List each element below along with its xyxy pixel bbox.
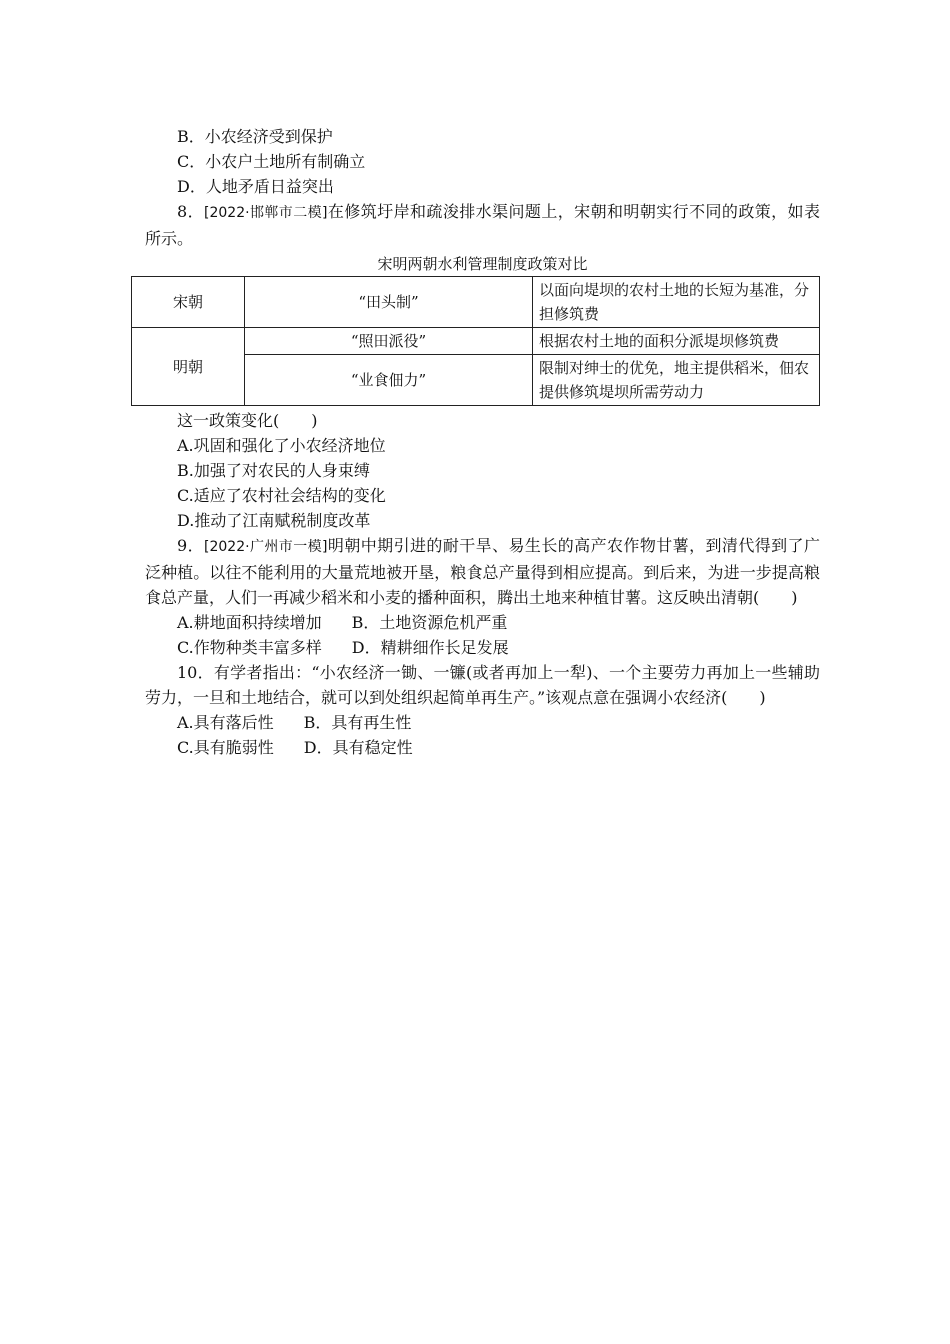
q10-options-row-1: [145, 710, 820, 735]
policy-zhaotianpaiyi: “照田派役”: [245, 328, 533, 355]
q8-option-b: B.加强了对农民的人身束缚: [177, 461, 370, 480]
q8-source: [2022·邯郸市二模]: [204, 205, 328, 221]
q10-option-c: C.具有脆弱性: [177, 738, 274, 757]
q8-stem-text: 在修筑圩岸和疏浚排水渠问题上，宋朝和明朝实行不同的政策，如表所示。: [145, 202, 820, 248]
policy-tiantouzhi: “田头制”: [245, 277, 533, 328]
table-row-song: [132, 277, 820, 328]
policy-comparison-table: [131, 276, 820, 406]
q8-table-caption: 宋明两朝水利管理制度政策对比: [377, 255, 588, 273]
q10-option-a: A.具有落后性: [177, 713, 274, 732]
policy-desc-yeshidianli: 限制对绅士的优免，地主提供稻米，佃农提供修筑堤坝所需劳动力: [533, 355, 820, 406]
q7-option-c: C．小农户土地所有制确立: [177, 152, 366, 171]
q8-option-a: A.巩固和强化了小农经济地位: [177, 436, 386, 455]
q8-option-d: D.推动了江南赋税制度改革: [177, 511, 371, 530]
q9-options-row-2: [145, 635, 820, 660]
q9-option-a: A.耕地面积持续增加: [177, 613, 322, 632]
q8-question: 这一政策变化( ): [177, 411, 318, 430]
q9-stem-text: 明朝中期引进的耐干旱、易生长的高产农作物甘薯，到清代得到了广泛种植。以往不能利用的大量荒地被开垦，粮食总产量得到相应提高。到后来，为进一步提高粮食总产量，人们一再减少稻米和小麦的播种面积，腾出土地来种植甘薯。这反映出清朝( ): [145, 536, 820, 607]
q9-option-b: B．土地资源危机严重: [351, 613, 508, 632]
q8-number: 8．: [177, 202, 205, 221]
q7-option-b: B．小农经济受到保护: [177, 127, 333, 146]
dynasty-song: 宋朝: [132, 277, 245, 328]
q10-stem: 10．有学者指出：“小农经济一锄、一镰(或者再加上一犁)、一个主要劳力再加上一些辅助劳力，一旦和土地结合，就可以到处组织起简单再生产。”该观点意在强调小农经济( ): [145, 663, 820, 707]
q7-option-d: D．人地矛盾日益突出: [177, 177, 334, 196]
policy-desc-zhaotianpaiyi: 根据农村土地的面积分派堤坝修筑费: [533, 328, 820, 355]
q9-number: 9．: [177, 536, 205, 555]
q10-options-row-2: [145, 735, 820, 760]
q9-options-row-1: [145, 610, 820, 635]
q9-stem: [145, 533, 820, 610]
q9-option-c: C.作物种类丰富多样: [177, 638, 322, 657]
document-page: [145, 124, 820, 760]
policy-yeshidianli: “业食佃力”: [245, 355, 533, 406]
q8-stem: [145, 199, 820, 251]
q10-option-b: B．具有再生性: [303, 713, 412, 732]
q8-option-c: C.适应了农村社会结构的变化: [177, 486, 386, 505]
q9-option-d: D．精耕细作长足发展: [351, 638, 509, 657]
q9-source: [2022·广州市一模]: [204, 539, 328, 555]
q10-option-d: D．具有稳定性: [303, 738, 413, 757]
dynasty-ming: 明朝: [132, 328, 245, 406]
table-row-ming-1: [132, 328, 820, 355]
policy-desc-tiantouzhi: 以面向堤坝的农村土地的长短为基准，分担修筑费: [533, 277, 820, 328]
